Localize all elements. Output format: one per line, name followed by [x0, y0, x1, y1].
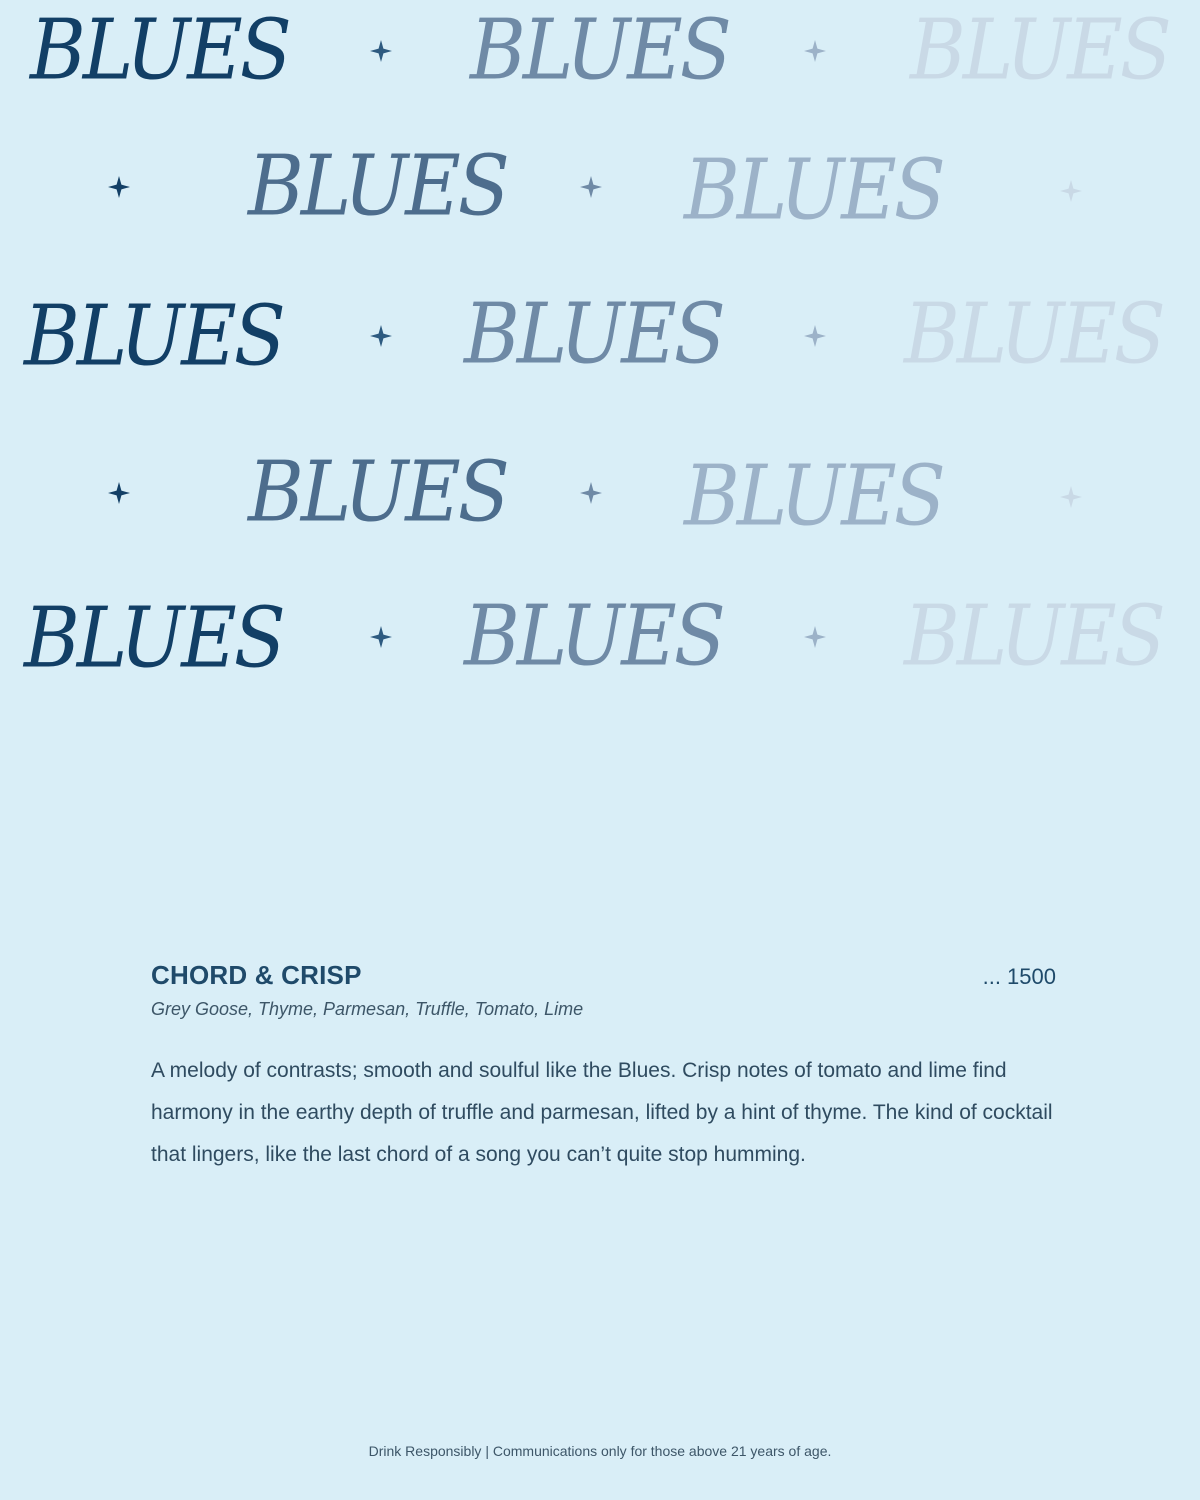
- star-icon: [580, 482, 602, 504]
- blues-word: BLUES: [904, 586, 1163, 685]
- blues-word: BLUES: [24, 286, 283, 385]
- star-icon: [1060, 180, 1082, 202]
- blues-word: BLUES: [464, 586, 723, 685]
- star-icon: [804, 325, 826, 347]
- menu-item-name: CHORD & CRISP: [151, 960, 362, 990]
- blues-word: BLUES: [684, 446, 943, 545]
- menu-item-ingredients: Grey Goose, Thyme, Parmesan, Truffle, Tomato, Lime: [151, 999, 584, 1019]
- blues-word: BLUES: [464, 284, 723, 383]
- star-icon: [804, 626, 826, 648]
- blues-word: BLUES: [248, 442, 507, 541]
- star-icon: [370, 325, 392, 347]
- footer-disclaimer: Drink Responsibly | Communications only for those above 21 years of age.: [368, 1443, 832, 1459]
- menu-item-header: [151, 960, 1056, 991]
- menu-item-description: A melody of contrasts; smooth and soulful like the Blues. Crisp notes of tomato and lime find harmony in the earthy depth of truffle and parmesan, lifted by a hint of thyme. The kind of cocktail that lingers, like the last chord of a song you can’t quite stop humming.: [151, 1059, 1053, 1166]
- blues-pattern: [0, 0, 1200, 720]
- star-icon: [1060, 486, 1082, 508]
- blues-word: BLUES: [30, 0, 289, 99]
- menu-item: [151, 960, 1056, 1176]
- blues-word: BLUES: [904, 284, 1163, 383]
- blues-word: BLUES: [470, 0, 729, 99]
- star-icon: [804, 40, 826, 62]
- star-icon: [108, 482, 130, 504]
- blues-word: BLUES: [910, 0, 1169, 99]
- star-icon: [370, 40, 392, 62]
- star-icon: [108, 176, 130, 198]
- star-icon: [370, 626, 392, 648]
- blues-word: BLUES: [248, 136, 507, 235]
- blues-word: BLUES: [684, 140, 943, 239]
- star-icon: [580, 176, 602, 198]
- blues-word: BLUES: [24, 588, 283, 687]
- menu-item-price: ... 1500: [982, 964, 1056, 989]
